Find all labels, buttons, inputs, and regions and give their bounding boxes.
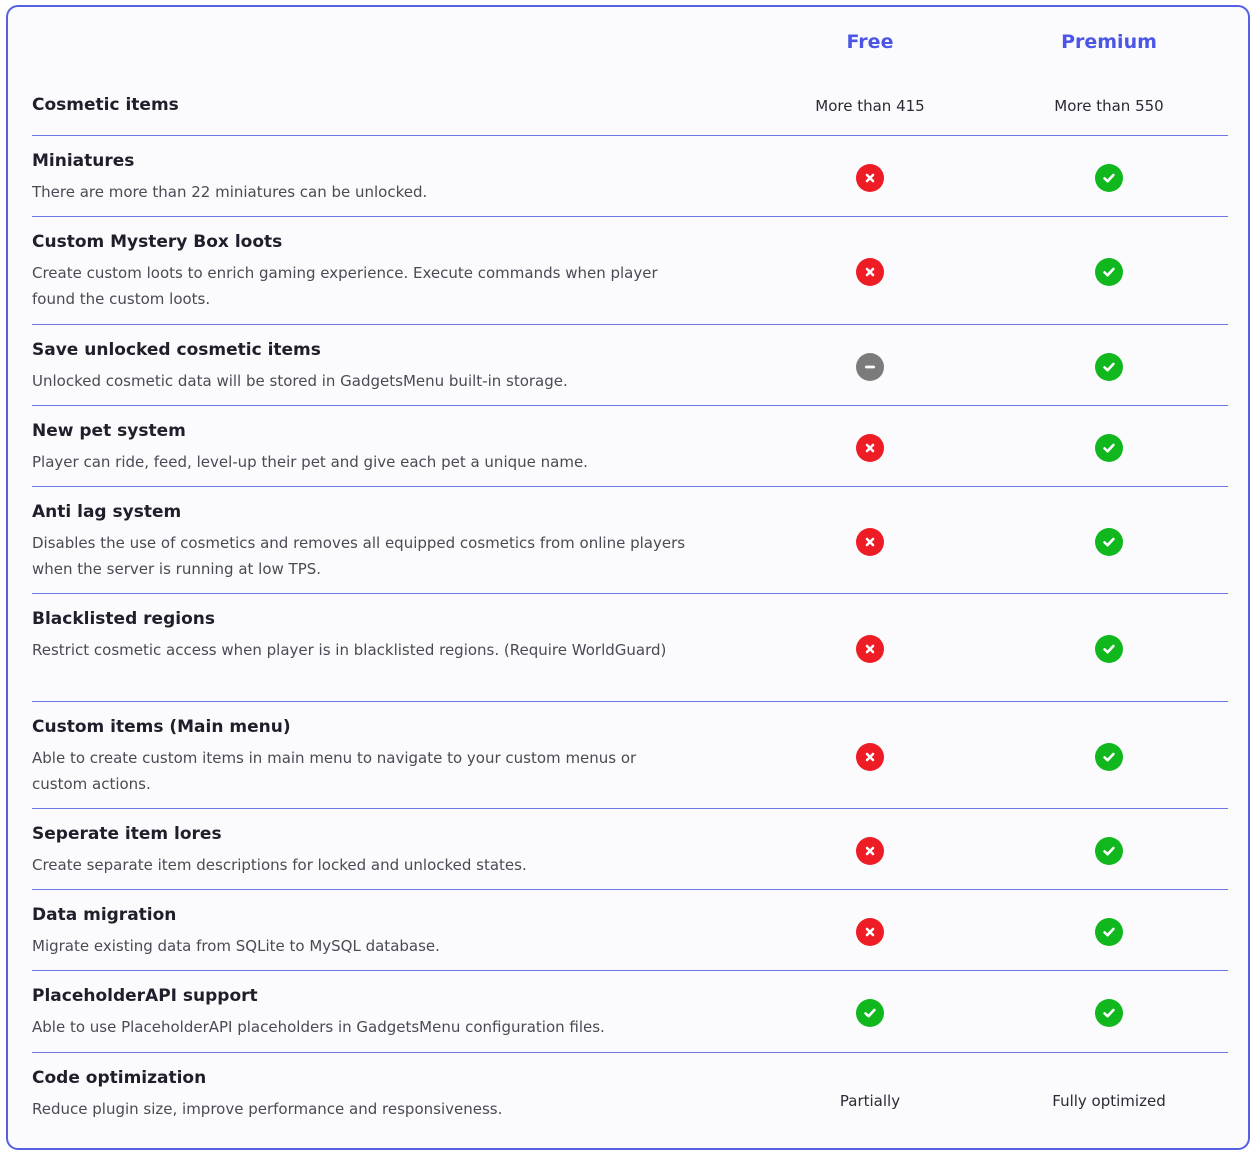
- check-circle-icon: [1095, 635, 1123, 663]
- check-circle-icon: [1095, 434, 1123, 462]
- column-header-premium: Premium: [1061, 31, 1157, 53]
- feature-description: Reduce plugin size, improve performance and responsiveness.: [32, 1100, 503, 1118]
- check-circle-icon: [1095, 743, 1123, 771]
- feature-title: Blacklisted regions: [32, 609, 215, 629]
- minus-circle-icon: [856, 353, 884, 381]
- feature-title: Code optimization: [32, 1068, 207, 1088]
- feature-description: Migrate existing data from SQLite to MySQL database.: [32, 937, 440, 955]
- cosmetic-items-title: Cosmetic items: [32, 95, 179, 115]
- feature-description: There are more than 22 miniatures can be unlocked.: [32, 183, 428, 201]
- feature-title: New pet system: [32, 421, 186, 441]
- x-circle-icon: [856, 918, 884, 946]
- feature-free-value: Partially: [839, 1092, 901, 1110]
- feature-title: Seperate item lores: [32, 824, 222, 844]
- check-circle-icon: [1095, 353, 1123, 381]
- cosmetic-items-premium-value: More than 550: [1054, 97, 1164, 115]
- comparison-table: [6, 5, 1250, 1150]
- feature-row: [32, 136, 1228, 217]
- column-header-free: Free: [846, 31, 894, 53]
- feature-row: [32, 217, 1228, 325]
- table-header: [8, 7, 1248, 77]
- feature-description: Create separate item descriptions for locked and unlocked states.: [32, 856, 527, 874]
- check-circle-icon: [1095, 837, 1123, 865]
- feature-row: [32, 325, 1228, 406]
- feature-title: Data migration: [32, 905, 177, 925]
- feature-description: Unlocked cosmetic data will be stored in GadgetsMenu built-in storage.: [32, 372, 568, 390]
- feature-rows: [32, 136, 1228, 1145]
- check-circle-icon: [1095, 528, 1123, 556]
- check-circle-icon: [856, 999, 884, 1027]
- feature-row: [32, 487, 1228, 594]
- feature-title: Custom items (Main menu): [32, 717, 291, 737]
- feature-description: Able to create custom items in main menu to navigate to your custom menus or custom actions.: [32, 749, 637, 793]
- check-circle-icon: [1095, 258, 1123, 286]
- x-circle-icon: [856, 164, 884, 192]
- feature-description: Player can ride, feed, level-up their pet and give each pet a unique name.: [32, 453, 588, 471]
- x-circle-icon: [856, 258, 884, 286]
- feature-row: [32, 702, 1228, 809]
- feature-description: Disables the use of cosmetics and removes all equipped cosmetics from online players when the server is running at low TPS.: [32, 534, 686, 578]
- feature-row: [32, 1053, 1228, 1145]
- x-circle-icon: [856, 635, 884, 663]
- check-circle-icon: [1095, 918, 1123, 946]
- feature-row: [32, 971, 1228, 1053]
- feature-description: Able to use PlaceholderAPI placeholders in GadgetsMenu configuration files.: [32, 1018, 605, 1036]
- feature-premium-value: Fully optimized: [1052, 1092, 1166, 1110]
- x-circle-icon: [856, 528, 884, 556]
- feature-row: [32, 890, 1228, 971]
- check-circle-icon: [1095, 164, 1123, 192]
- feature-title: Save unlocked cosmetic items: [32, 340, 321, 360]
- x-circle-icon: [856, 837, 884, 865]
- feature-row: [32, 594, 1228, 702]
- cosmetic-items-free-value: More than 415: [815, 97, 925, 115]
- feature-title: Miniatures: [32, 151, 135, 171]
- cosmetic-items-row: [32, 79, 1228, 136]
- x-circle-icon: [856, 434, 884, 462]
- x-circle-icon: [856, 743, 884, 771]
- feature-row: [32, 406, 1228, 487]
- check-circle-icon: [1095, 999, 1123, 1027]
- feature-title: Anti lag system: [32, 502, 182, 522]
- feature-title: PlaceholderAPI support: [32, 986, 258, 1006]
- feature-row: [32, 809, 1228, 890]
- feature-title: Custom Mystery Box loots: [32, 232, 283, 252]
- feature-description: Restrict cosmetic access when player is in blacklisted regions. (Require WorldGuard): [32, 641, 667, 659]
- feature-description: Create custom loots to enrich gaming experience. Execute commands when player found the custom loots.: [32, 264, 658, 308]
